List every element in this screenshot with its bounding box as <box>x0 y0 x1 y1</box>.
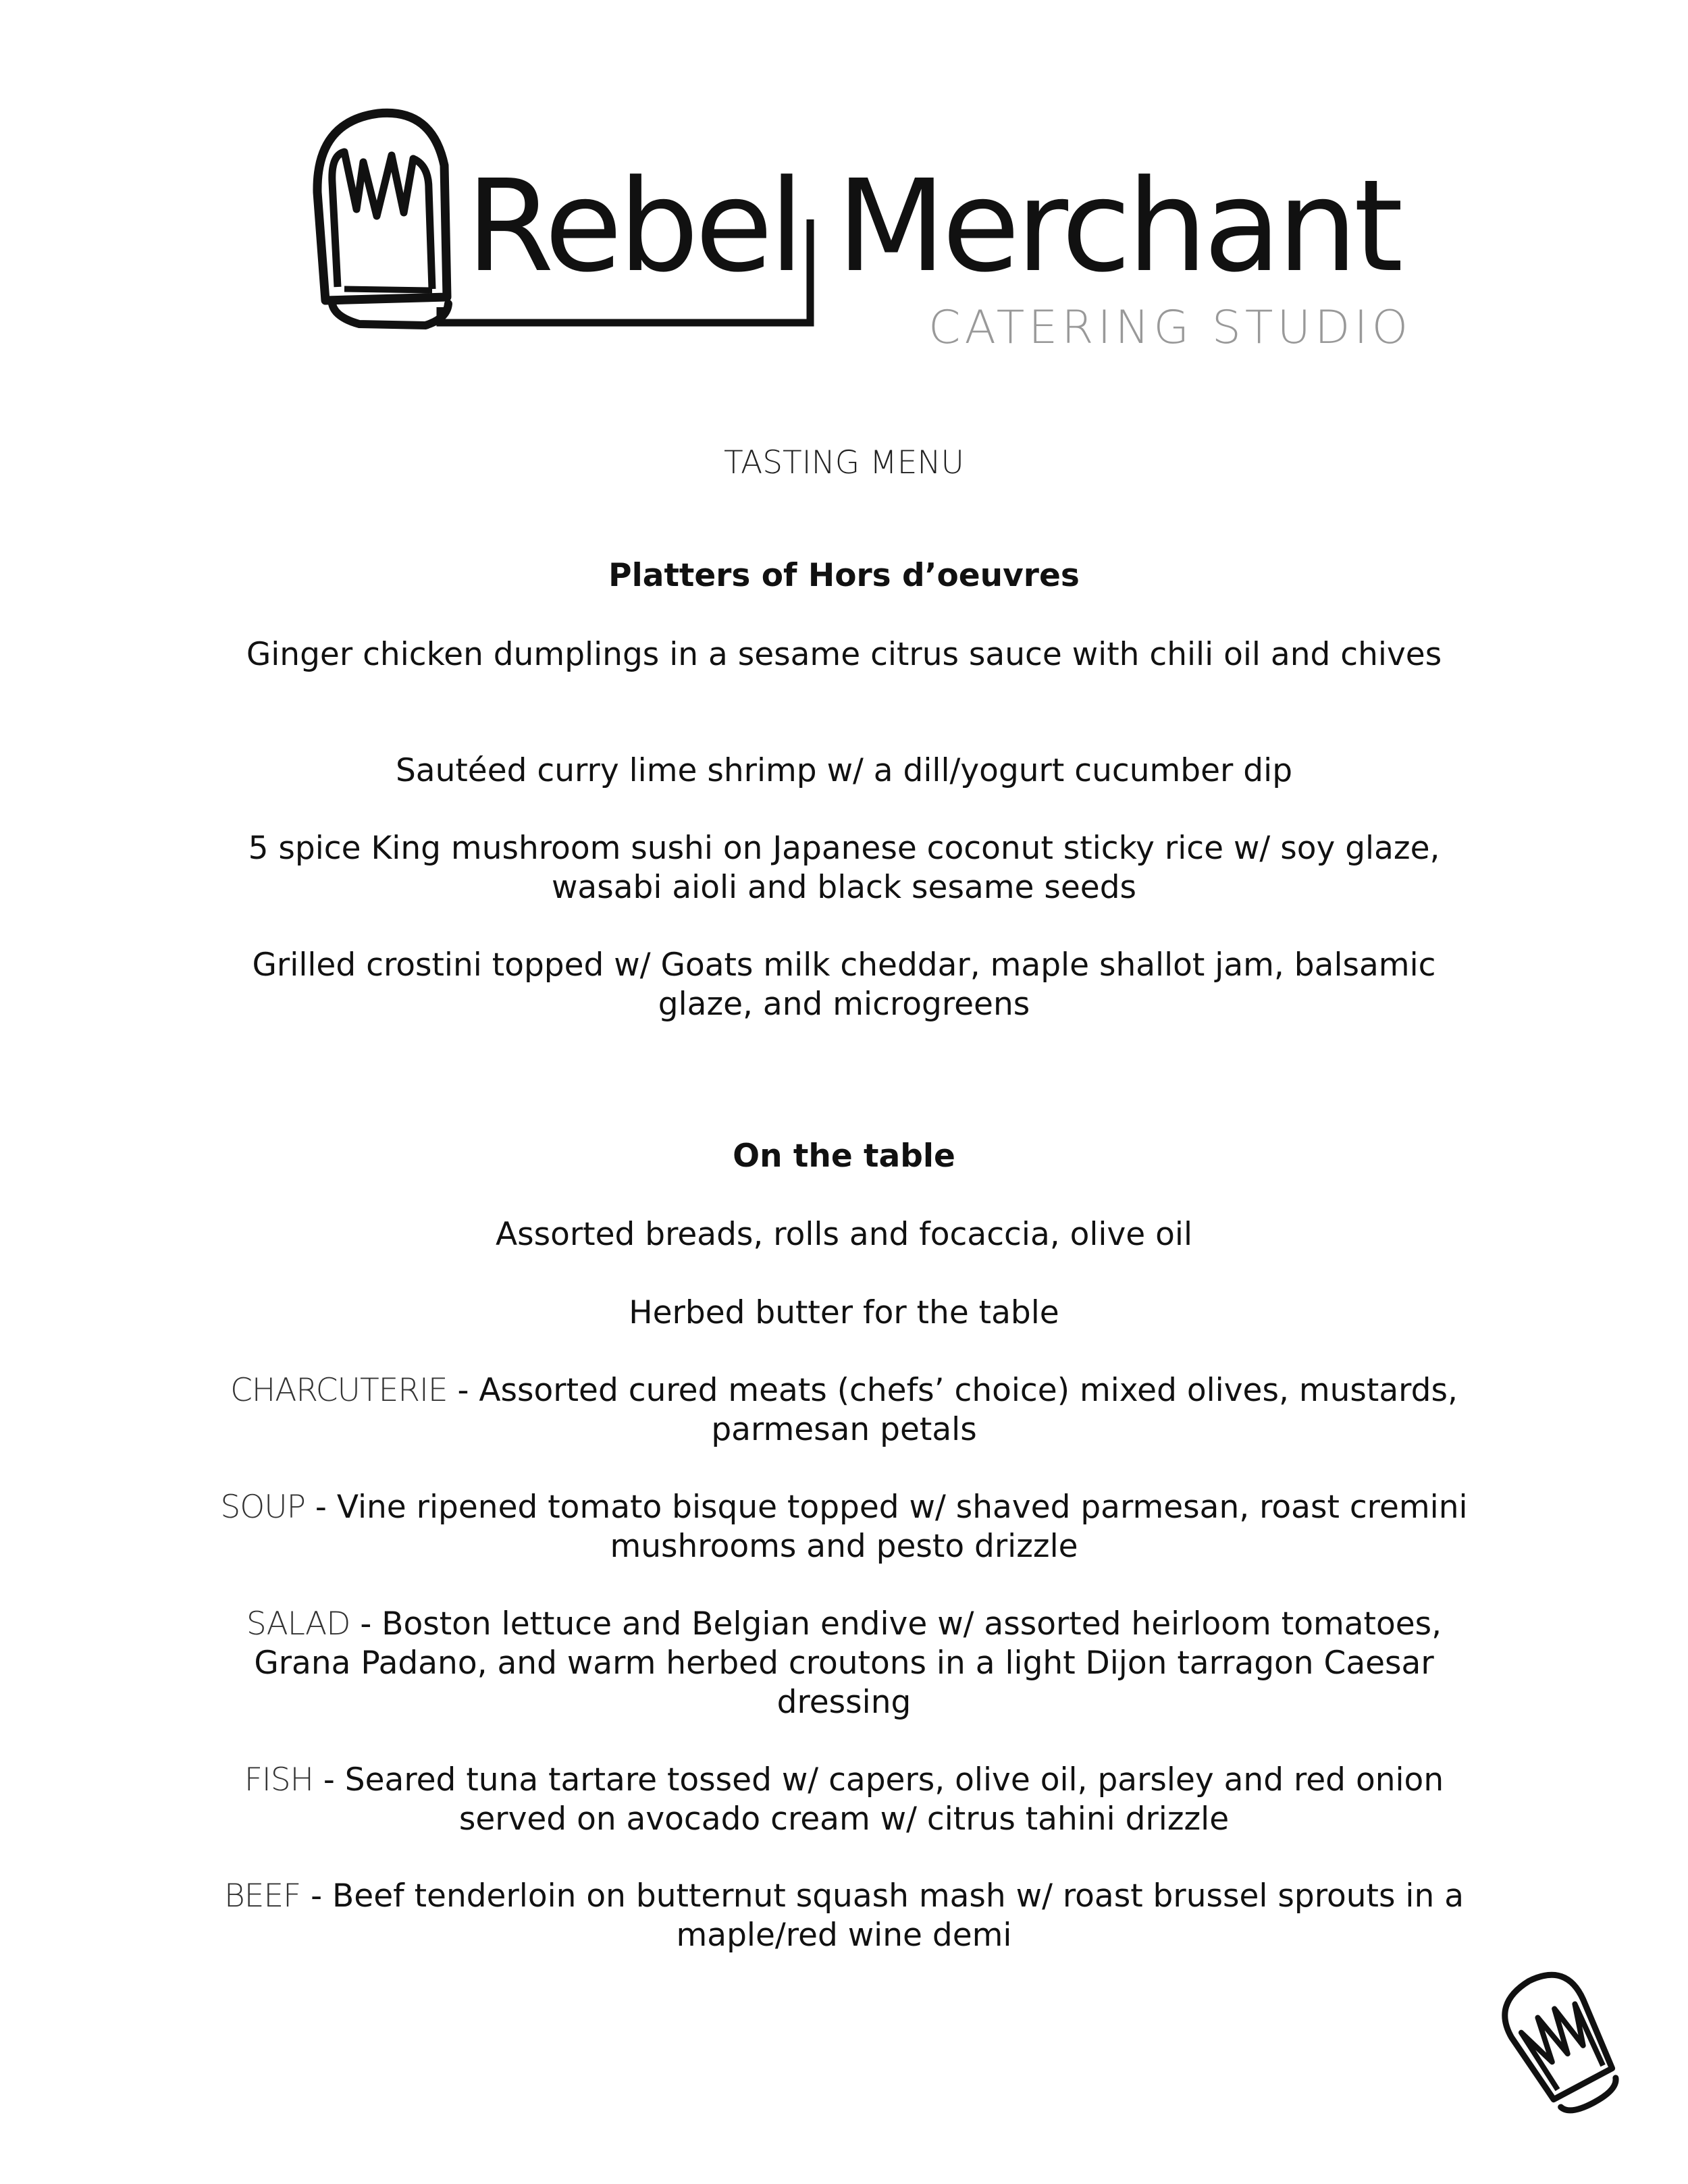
menu-item <box>203 635 1485 674</box>
menu-item <box>203 1294 1485 1333</box>
section-heading: On the table <box>733 1138 955 1175</box>
menu-item-text: 5 spice King mushroom sushi on Japanese coconut sticky rice w/ soy glaze, wasabi aioli and black sesame seeds <box>248 830 1440 906</box>
corner-logo <box>1485 1961 1634 2116</box>
menu-item-text: Beef tenderloin on butternut squash mash w/ roast brussel sprouts in a maple/red wine demi <box>332 1877 1464 1954</box>
menu-item <box>203 1215 1485 1254</box>
menu-item: SALAD - Boston lettuce and Belgian endive w/ assorted heirloom tomatoes, Grana Padano, and warm herbed croutons in a light Dijon tarragon Caesar dressing <box>246 1605 1442 1721</box>
brand-tagline: CATERING STUDIO <box>928 301 1413 354</box>
menu-item-text: Herbed butter for the table <box>629 1294 1059 1331</box>
course-label: BEEF <box>223 1877 301 1915</box>
menu-item <box>203 946 1485 1024</box>
menu-item-text: Vine ripened tomato bisque topped w/ shaved parmesan, roast cremini mushrooms and pesto drizzle <box>336 1489 1468 1565</box>
brand-logo <box>297 101 1413 371</box>
menu-item: CHARCUTERIE - Assorted cured meats (chefs’ choice) mixed olives, mustards, parmesan petals <box>230 1372 1458 1448</box>
menu-item-text: Seared tuna tartare tossed w/ capers, olive oil, parsley and red onion served on avocado cream w/ citrus tahini drizzle <box>344 1761 1444 1838</box>
section-heading: Platters of Hors d’oeuvres <box>608 557 1080 594</box>
brand-name: Rebel Merchant <box>466 153 1400 300</box>
course-label: SALAD <box>246 1605 350 1643</box>
menu-item-text: Assorted breads, rolls and focaccia, olive oil <box>495 1216 1193 1253</box>
menu-item <box>203 829 1485 907</box>
menu-item-text: Ginger chicken dumplings in a sesame citrus sauce with chili oil and chives <box>246 636 1442 673</box>
course-label: FISH <box>244 1761 313 1799</box>
menu-item: FISH - Seared tuna tartare tossed w/ capers, olive oil, parsley and red onion served on avocado cream w/ citrus tahini drizzle <box>244 1761 1444 1838</box>
chefs-hat-icon <box>1485 1961 1634 2116</box>
menu-item: SOUP - Vine ripened tomato bisque topped w/ shaved parmesan, roast cremini mushrooms and pesto drizzle <box>220 1489 1468 1565</box>
menu-item-text: Sautéed curry lime shrimp w/ a dill/yogurt cucumber dip <box>395 752 1293 789</box>
menu-item-text: Assorted cured meats (chefs’ choice) mixed olives, mustards, parmesan petals <box>479 1372 1458 1448</box>
course-label: CHARCUTERIE <box>230 1372 448 1409</box>
menu-item: BEEF - Beef tenderloin on butternut squash mash w/ roast brussel sprouts in a maple/red wine demi <box>223 1877 1464 1954</box>
menu-item-text: Boston lettuce and Belgian endive w/ assorted heirloom tomatoes, Grana Padano, and warm herbed croutons in a light Dijon tarragon Caesar dressing <box>254 1605 1442 1721</box>
course-label: SOUP <box>220 1489 305 1526</box>
menu-title: TASTING MENU <box>724 444 964 481</box>
menu-item <box>203 751 1485 791</box>
menu-item-text: Grilled crostini topped w/ Goats milk cheddar, maple shallot jam, balsamic glaze, and microgreens <box>252 947 1436 1023</box>
